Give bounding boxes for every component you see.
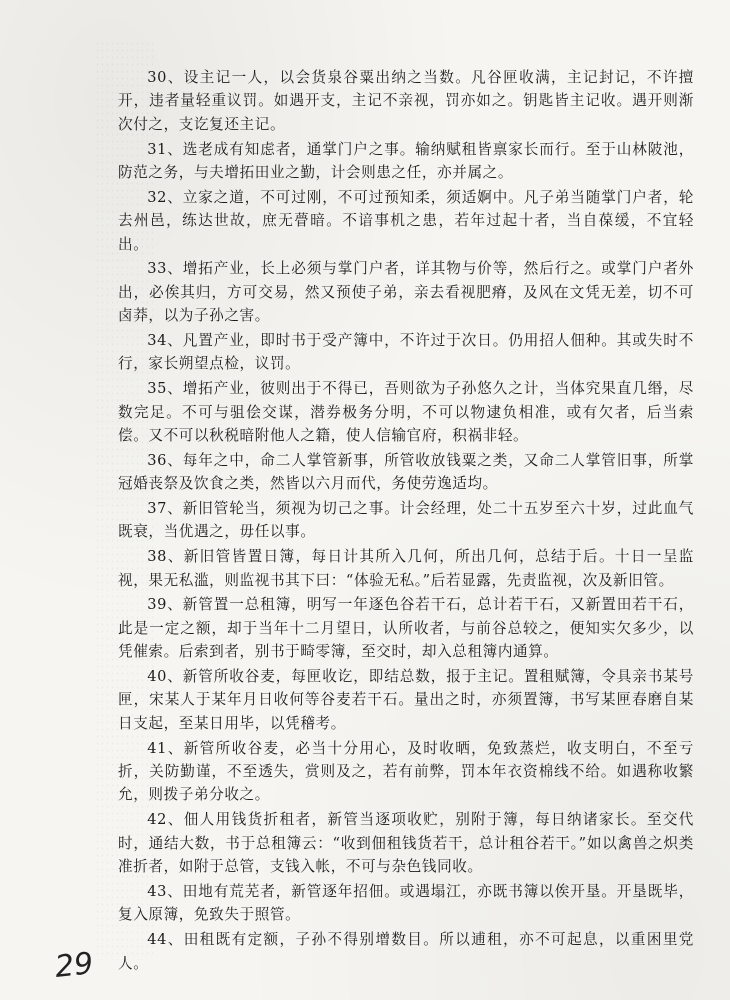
paragraph-34: 34、凡置产业，即时书于受产簿中，不许过于次日。仍用招人佃种。其或失时不行，家长朔望点检，议罚。 — [118, 332, 694, 373]
paragraph-37: 37、新旧管轮当，须视为切己之事。计会经理，处二十五岁至六十岁，过此血气既衰，当优遇之，毋任以事。 — [118, 500, 694, 541]
document-body — [118, 66, 694, 976]
paragraph-43: 43、田地有荒芜者，新管逐年招佃。或遇塌江，亦既书簿以俟开垦。开垦既毕，复入原簿，免致失于照管。 — [118, 882, 694, 924]
paragraph-32: 32、立家之道，不可过刚，不可过预知柔，须适婀中。凡子弟当随掌门户者，轮去州邑，练达世故，庶无瞢暗。不谙事机之患，若年过起十者，当自葆缓，不宜轻出。 — [118, 188, 694, 253]
paragraph-41: 41、新管所收谷麦，必当十分用心，及时收晒，免致蒸烂，收支明白，不至亏折，关防勤谨，不至透失，赏则及之，若有前弊，罚本年衣资棉线不给。如遇称收繁允，则拨子弟分收之。 — [118, 739, 694, 804]
paragraph-38: 38、新旧管皆置日簿，每日计其所入几何，所出几何，总结于后。十日一呈监视，果无私滥，则监视书其下曰：“体验无私。”后若显露，先责监视，次及新旧管。 — [118, 548, 694, 589]
paragraph-35: 35、增拓产业，彼则出于不得已，吾则欲为子孙悠久之计，当体究果直几缗，尽数完足。不可与驵侩交谋，潜券极务分明，不可以物逮负相准，或有欠者，后当索偿。又不可以秋税暗附他人之籍，使人信输官府，积祸非轻。 — [118, 380, 694, 445]
paragraph-44: 44、田租既有定额，子孙不得别增数目。所以逋租，亦不可起息，以重困里党人。 — [118, 931, 694, 972]
paragraph-30: 30、设主记一人，以会货泉谷粟出纳之当数。凡谷匣收满，主记封记，不许擅开，违者量轻重议罚。如遇开支，主记不亲视，罚亦如之。钥匙皆主记收。遇开则渐次付之，支讫复还主记。 — [118, 69, 694, 133]
handwritten-page-number: 29 — [53, 946, 95, 985]
paragraph-31: 31、选老成有知虑者，通掌门户之事。输纳赋租皆禀家长而行。至于山林陂池，防范之务，与夫增拓田业之勤，计会则患之任，亦并属之。 — [118, 140, 694, 182]
paragraph-33: 33、增拓产业，长上必须与掌门户者，详其物与价等，然后行之。或掌门户者外出，必俟其归，方可交易，然又预使子弟，亲去看视肥瘠，及风在文凭无差，切不可卤莽，以为子孙之害。 — [118, 260, 694, 325]
paragraph-36: 36、每年之中，命二人掌管新事，所管收放钱粟之类，又命二人掌管旧事，所掌冠婚丧祭及饮食之类，然皆以六月而代，务使劳逸适均。 — [118, 451, 694, 493]
paragraph-40: 40、新管所收谷麦，每匣收讫，即结总数，报于主记。置租赋簿，令具亲书某号匣，宋某人于某年月日收何等谷麦若干石。量出之时，亦须置簿，书写某匣春磨自某日支起，至某日用毕，以凭稽考。 — [118, 668, 694, 732]
paragraph-39: 39、新管置一总租簿，明写一年逐色谷若干石，总计若干石，又新置田若干石，此是一定之额，却于当年十二月望日，认所收者，与前谷总较之，便知实欠多少，以凭催索。后索到者，别书于畸零簿，至交时，却入总租簿内通算。 — [118, 596, 694, 661]
paragraph-42: 42、佃人用钱货折租者，新管当逐项收贮，别附于簿，每日纳诸家长。至交代时，通结大数，书于总租簿云：“收到佃租钱货若干，总计租谷若干。”如以禽兽之炽类准折者，如附于总管，支钱入帐，不可与杂色钱同收。 — [118, 811, 694, 876]
